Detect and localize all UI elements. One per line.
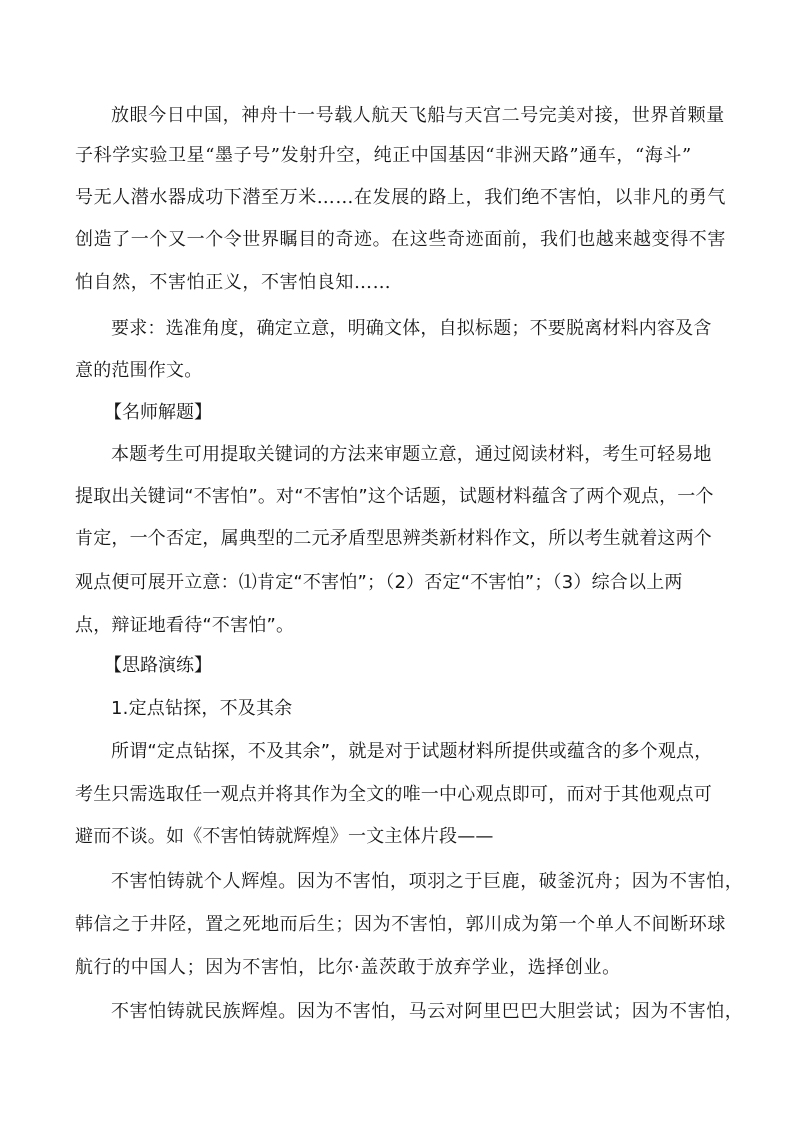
material-line-4: 创造了一个又一个令世界瞩目的奇迹。在这些奇迹面前，我们也越来越变得不害	[75, 229, 726, 250]
method-line-1: 所谓“定点钻探，不及其余”，就是对于试题材料所提供或蕴含的多个观点，	[111, 741, 713, 762]
analysis-line-4: 观点便可展开立意：⑴肯定“不害怕”；（2）否定“不害怕”；（3）综合以上两	[75, 572, 683, 593]
material-line-5: 怕自然，不害怕正义，不害怕良知……	[75, 272, 392, 293]
material-line-1: 放眼今日中国，神舟十一号载人航天飞船与天宫二号完美对接，世界首颗量	[111, 105, 725, 126]
material-line-3: 号无人潜水器成功下潜至万米……在发展的路上，我们绝不害怕，以非凡的勇气	[75, 187, 726, 208]
method-line-2: 考生只需选取任一观点并将其作为全文的唯一中心观点即可，而对于其他观点可	[75, 784, 712, 805]
requirement-line-2: 意的范围作文。	[75, 360, 203, 381]
analysis-line-1: 本题考生可用提取关键词的方法来审题立意，通过阅读材料，考生可轻易地	[111, 444, 712, 465]
example-paragraph-1-line-1: 不害怕铸就个人辉煌。因为不害怕，项羽之于巨鹿，破釜沉舟；因为不害怕，	[111, 871, 744, 892]
requirement-line-1: 要求：选准角度，确定立意，明确文体，自拟标题；不要脱离材料内容及含	[111, 318, 712, 339]
subheading-fixed-point: 1.定点钻探，不及其余	[111, 698, 293, 719]
section-heading-analysis: 【名师解题】	[104, 402, 212, 423]
analysis-line-2: 提取出关键词“不害怕”。对“不害怕”这个话题，试题材料蕴含了两个观点，一个	[75, 486, 714, 507]
section-heading-practice: 【思路演练】	[104, 655, 212, 676]
example-paragraph-1-line-2: 韩信之于井陉，置之死地而后生；因为不害怕，郭川成为第一个单人不间断环球	[75, 914, 726, 935]
analysis-line-5: 点，辩证地看待“不害怕”。	[75, 615, 295, 636]
example-paragraph-2-line-1: 不害怕铸就民族辉煌。因为不害怕，马云对阿里巴巴大胆尝试；因为不害怕，	[111, 1001, 744, 1022]
material-line-2: 子科学实验卫星“墨子号”发射升空，纯正中国基因“非洲天路”通车，“海斗”	[75, 145, 692, 166]
method-line-3: 避而不谈。如《不害怕铸就辉煌》一文主体片段——	[75, 826, 494, 847]
analysis-line-3: 肯定，一个否定，属典型的二元矛盾型思辨类新材料作文，所以考生就着这两个	[75, 528, 712, 549]
example-paragraph-1-line-3: 航行的中国人；因为不害怕，比尔·盖茨敢于放弃学业，选择创业。	[75, 957, 621, 978]
